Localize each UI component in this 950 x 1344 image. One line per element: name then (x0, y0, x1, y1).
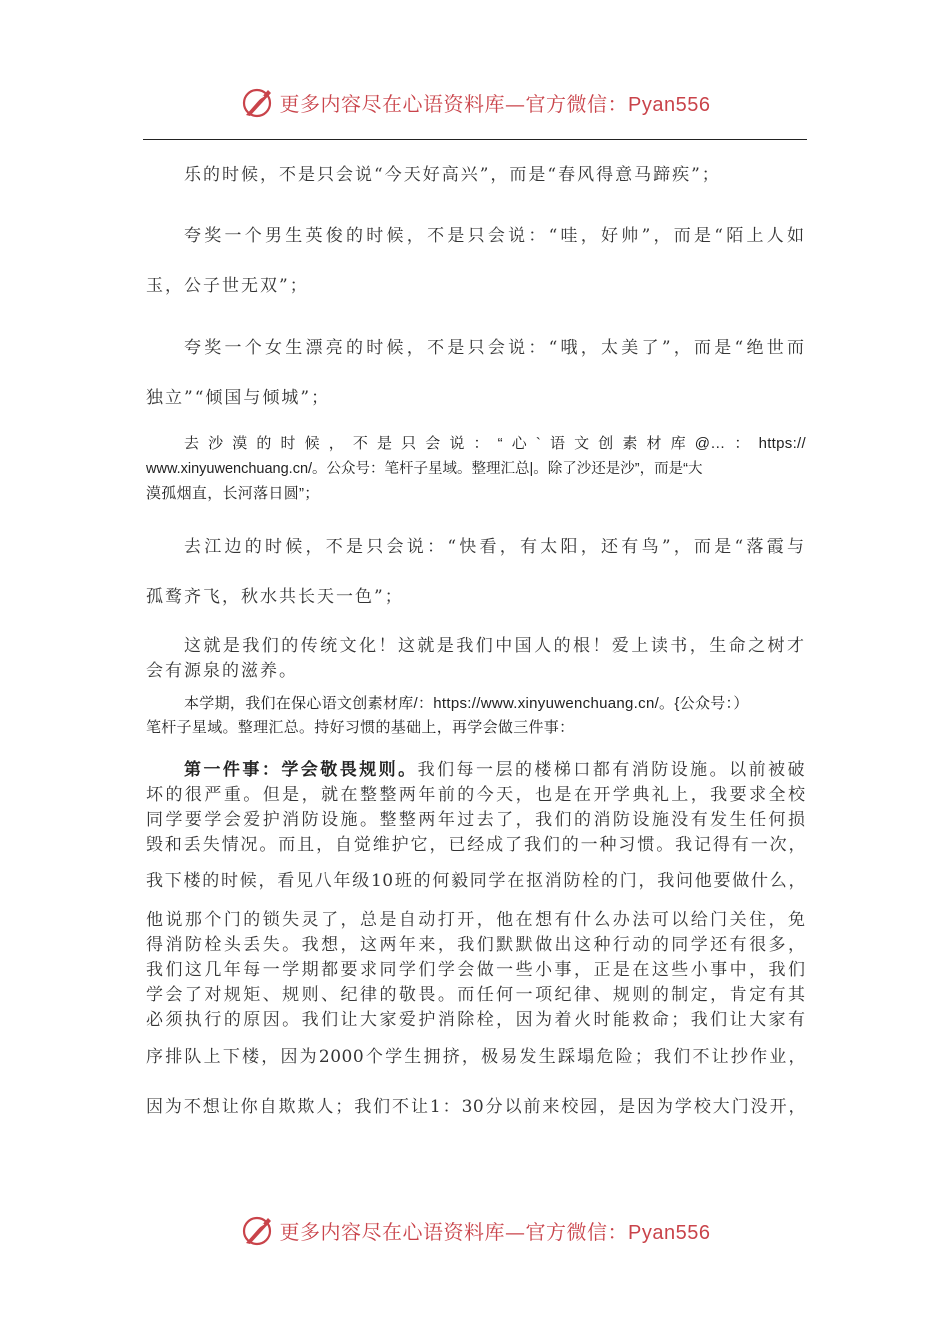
text-line: 学会了对规矩、规则、纪律的敬畏。而任何一项纪律、规则的制定，肯定有其 (146, 985, 806, 1005)
footer-banner (0, 1210, 950, 1250)
text-line: 同学要学会爱护消防设施。整整两年过去了，我们的消防设施没有发生任何损 (146, 810, 806, 830)
header-divider (143, 139, 807, 140)
text-line: 我们这几年每一学期都要求同学们学会做一些小事，正是在这些小事中，我们 (146, 960, 806, 980)
text-line: 夸奖一个女生漂亮的时候，不是只会说：“哦，太美了”，而是“绝世而 (184, 338, 806, 358)
section-heading: 第一件事：学会敬畏规则。 (184, 760, 418, 780)
text-line: 这就是我们的传统文化！这就是我们中国人的根！爱上读书，生命之树才 (184, 636, 806, 656)
quill-pen-logo-icon (240, 1212, 276, 1248)
text-line: 本学期，我们在保心语文创素材库/：https://www.xinyuwenchuang.cn/。{公众号：） (184, 695, 749, 712)
text-line: 坏的很严重。但是，就在整整两年前的今天，也是在开学典礼上，我要求全校 (146, 785, 806, 805)
text-line: 我下楼的时候，看见八年级10班的何毅同学在抠消防栓的门，我问他要做什么， (146, 871, 806, 891)
header-banner (0, 82, 950, 122)
text-line: 独立”“倾国与倾城”； (146, 388, 331, 408)
text-line: 去江边的时候，不是只会说：“快看，有太阳，还有鸟”，而是“落霞与 (184, 537, 806, 557)
text-line: 因为不想让你自欺欺人；我们不让1：30分以前来校园，是因为学校大门没开， (146, 1097, 806, 1117)
footer-banner-text: 更多内容尽在心语资料库—官方微信：Pyan556 (279, 1219, 711, 1244)
text-line: 毁和丢失情况。而且，自觉维护它，已经成了我们的一种习惯。我记得有一次， (146, 835, 806, 855)
text-line: 会有源泉的滋养。 (146, 661, 298, 681)
text-line: 孤鹜齐飞，秋水共长天一色”； (146, 587, 404, 607)
header-banner-text: 更多内容尽在心语资料库—官方微信：Pyan556 (279, 91, 711, 116)
text-line: 得消防栓头丢失。我想，这两年来，我们默默做出这种行动的同学还有很多， (146, 935, 806, 955)
text-line: 笔杆子星域。整理汇总。持好习惯的基础上，再学会做三件事： (146, 719, 575, 736)
text-line: 夸奖一个男生英俊的时候，不是只会说：“哇，好帅”，而是“陌上人如 (184, 226, 806, 246)
text-line: 玉，公子世无双”； (146, 276, 309, 296)
text-line: www.xinyuwenchuang.cn/。公众号：笔杆子星域。整理汇总|。除了沙还是沙”，而是“大 (146, 461, 703, 477)
text-line: 他说那个门的锁失灵了，总是自动打开，他在想有什么办法可以给门关住，免 (146, 910, 806, 930)
text-line: 乐的时候，不是只会说“今天好高兴”，而是“春风得意马蹄疾”； (184, 165, 721, 185)
text-line: 漠孤烟直，长河落日圆”； (146, 485, 320, 502)
text-line: 必须执行的原因。我们让大家爱护消除栓，因为着火时能救命；我们让大家有 (146, 1010, 806, 1030)
text-line: 序排队上下楼，因为2000个学生拥挤，极易发生踩塌危险；我们不让抄作业， (146, 1047, 806, 1067)
quill-pen-logo-icon (240, 84, 276, 120)
text-line: 去沙漠的时候，不是只会说：“心`语文创素材库@…：https:// (184, 435, 806, 452)
text-line: 第一件事：学会敬畏规则。我们每一层的楼梯口都有消防设施。以前被破 (184, 760, 807, 780)
